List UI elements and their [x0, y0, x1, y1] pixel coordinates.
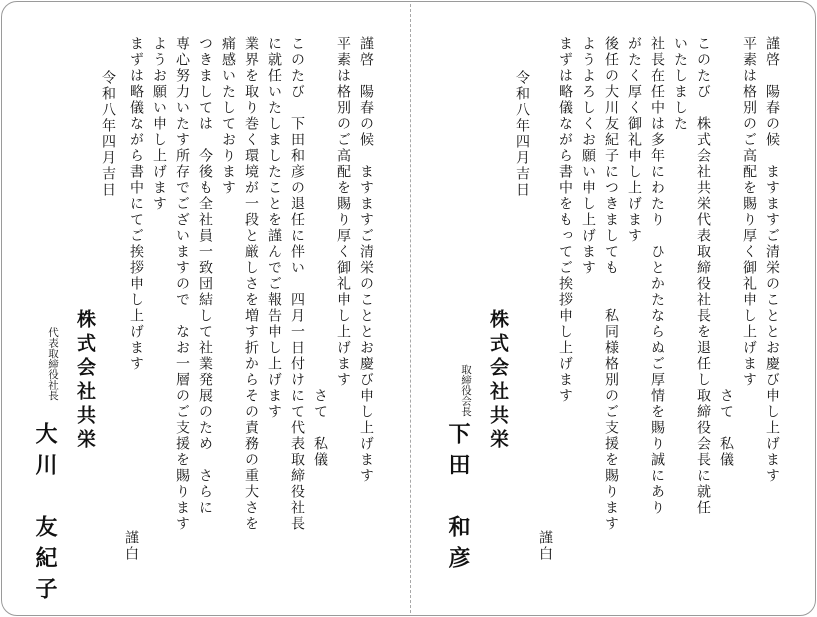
letter-line: 業界を取り巻く環境が一段と厳しさを増す折からその責務の重大さを	[243, 36, 259, 532]
letter-line: 謹啓 陽春の候 ますますご清栄のこととお慶び申し上げます	[358, 36, 374, 484]
letter-line: 社長在任中は多年にわたり ひとかたならぬご厚情を賜り誠にあり	[649, 36, 665, 516]
letter-line: ようよろしくお願い申し上げます	[580, 36, 596, 276]
signer-company: 株式会社共栄	[74, 309, 96, 453]
signer-name: 大川 友紀子	[32, 422, 58, 608]
letter-date: 令和八年四月吉日	[100, 70, 116, 198]
letter-line: まずは略儀ながら書中をもってご挨拶申し上げます	[557, 36, 573, 404]
letter-line: さて 私儀	[312, 36, 328, 468]
signer-title: 取締役会長	[460, 364, 472, 417]
greeting-card	[1, 1, 816, 616]
letter-date: 令和八年四月吉日	[514, 70, 530, 198]
letter-line: このたび 下田和彦の退任に伴い 四月一日付けにて代表取締役社長	[289, 36, 305, 532]
letter-line: がたく厚く御礼申し上げます	[626, 36, 642, 244]
letter-line: 平素は格別のご高配を賜り厚く御礼申し上げます	[741, 36, 757, 388]
letter-line: まずは略儀ながら書中にてご挨拶申し上げます	[128, 36, 144, 372]
right-page	[411, 2, 816, 615]
letter-line: つきましては 今後も全社員一致団結して社業発展のため さらに	[197, 36, 213, 516]
letter-line: 平素は格別のご高配を賜り厚く御礼申し上げます	[335, 36, 351, 388]
letter-line: 専心努力いたす所存でございますので なお一層のご支援を賜ります	[174, 36, 190, 532]
signer-title: 代表取締役社長	[47, 327, 59, 401]
letter-line: ようお願い申し上げます	[151, 36, 167, 212]
letter-line: に就任いたしましたことを謹んでご報告申し上げます	[266, 36, 282, 420]
letter-line: 痛感いたしております	[220, 36, 236, 196]
letter-line: さて 私儀	[718, 36, 734, 468]
signer-company: 株式会社共栄	[487, 309, 509, 453]
letter-line: いたしました	[672, 36, 688, 132]
signer-name: 下田 和彦	[445, 422, 471, 577]
letter-line: 後任の大川友紀子につきましても 私同様格別のご支援を賜ります	[603, 36, 619, 532]
letter-line: このたび 株式会社共栄代表取締役社長を退任し取締役会長に就任	[695, 36, 711, 516]
letter-closing: 謹白	[123, 530, 139, 562]
left-page	[2, 2, 410, 615]
letter-line: 謹啓 陽春の候 ますますご清栄のこととお慶び申し上げます	[764, 36, 780, 484]
letter-closing: 謹白	[537, 530, 553, 562]
